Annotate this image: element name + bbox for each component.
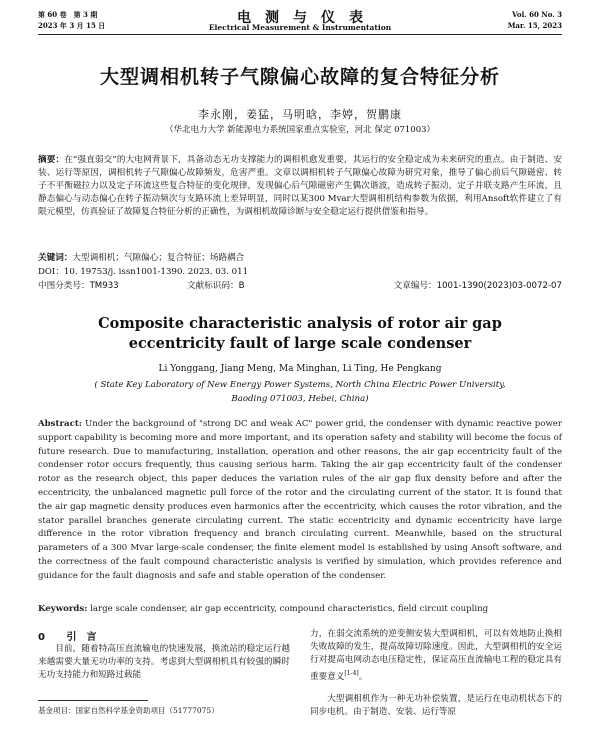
abstract-en: [38, 418, 562, 584]
page-title-cn: 大型调相机转子气隙偏心故障的复合特征分析: [99, 66, 500, 88]
footnote-rule: [38, 700, 148, 701]
section-number: 0: [38, 632, 45, 643]
affiliation-en: ( State Key Laboratory of New Energy Power Systems, North China Electric Power University, Baoding 071003, Hebei, China): [94, 380, 506, 404]
journal-name-en: Electrical Measurement & Instrumentation: [208, 23, 392, 32]
classification-row: [38, 280, 562, 293]
publication-date-en: Mar. 15, 2023: [507, 21, 562, 30]
keywords-en-text: large scale condenser, air gap eccentricity, compound characteristics, field circuit coupling: [87, 604, 489, 614]
section-heading: [38, 628, 96, 643]
volume-issue: 第 60 卷 第 3 期: [38, 10, 98, 19]
abstract-en-text: Under the background of "strong DC and weak AC" power grid, the condenser with dynamic reactive power support capability is becoming more and more important, and its operation safety and stability will become the focus of future research. Due to manufacturing, installation, operation and other reasons, the air gap eccentricity fault of the condenser rotor occurs frequently, thus causing serious harm. Taking the air gap eccentricity fault of the condenser rotor as the research object, this paper deduces the variation rules of the air gap flux density before and after the eccentricity, the unbalanced magnetic pull force of the rotor and the circulating current of the stator. It is found that the air gap magnetic density produces even harmonics after the eccentricity, which causes the rotor vibration, and the stator parallel branches generate circulating current. The static eccentricity and dynamic eccentricity have large difference in the rotor vibration frequency and branch circulating current. Meanwhile, based on the structural parameters of a 300 Mvar large-scale condenser, the finite element model is established by using Ansoft software, and the correctness of the fault compound characteristic analysis is verified by simulation, which provides reference and guidance for the fault diagnosis and safe and stable operation of the condenser.: [38, 419, 562, 581]
publication-date-cn: 2023 年 3 月 15 日: [38, 21, 106, 30]
authors-en: Li Yonggang, Jiang Meng, Ma Minghan, Li Ting, He Pengkang: [158, 364, 442, 374]
affiliation-cn: （华北电力大学 新能源电力系统国家重点实验室，河北 保定 071003）: [164, 125, 436, 135]
article-number: 文章编号：1001-1390(2023)03-0072-07: [393, 281, 562, 291]
abstract-cn-label: 摘要：: [38, 155, 65, 165]
abstract-cn-text: 在“强直弱交”的大电网背景下，具备动态无功支撑能力的调相机愈发重要，其运行的安全稳定成为未来研究的重点。由于制造、安装、运行等原因，调相机转子气隙偏心故障频发，危害严重。文章以调相机转子气隙偏心故障为研究对象，推导了偏心前后气隙磁密、转子不平衡磁拉力以及定子环流这些复合特征的变化规律，发现偏心后气隙磁密产生偶次谐波，造成转子振动，定子并联支路产生环流，且静态偏心与动态偏心在转子振动频次与支路环流上差异明显，同时以某300 Mvar大型调相机结构参数为依据，利用Ansoft软件建立了有限元模型，仿真验证了故障复合特征分析的正确性，为调相机故障诊断与安全稳定运行提供借鉴和指导。: [38, 155, 562, 217]
keywords-en: [38, 603, 562, 617]
intro-paragraph-right-2: 大型调相机作为一种无功补偿装置，是运行在电动机状态下的同步电机。由于制造、安装、运行等原: [310, 694, 562, 717]
doi: DOI：10. 19753/j. issn1001-1390. 2023. 03. 011: [38, 267, 249, 277]
keywords-cn-text: 大型调相机；气隙偏心；复合特征；场路耦合: [72, 253, 245, 263]
intro-right-tail: 。: [358, 671, 368, 682]
keywords-cn: [38, 252, 562, 265]
abstract-cn: [38, 154, 562, 219]
clc-number: 中图分类号：TM933: [38, 281, 119, 291]
journal-name-cn: 电 测 与 仪 表: [237, 10, 363, 26]
header-rule: [38, 34, 562, 35]
intro-paragraph-left: 目前，随着特高压直流输电的快速发展，换流站的稳定运行越来越需要大量无功功率的支持。考虑到大型调相机具有较强的瞬时无功支持能力和短路过载能: [38, 644, 290, 680]
intro-right-text: 力，在弱交流系统的逆变侧安装大型调相机，可以有效地防止换相失败故障的发生，提高故障切除速度。因此，大型调相机的安全运行对提高电网动态电压稳定性，保证高压直流输电工程的稳定具有重要意义: [310, 629, 562, 682]
keywords-en-label: Keywords:: [38, 604, 88, 614]
page-title-en: Composite characteristic analysis of rotor air gap eccentricity fault of large scale condenser: [98, 315, 502, 352]
document-code: 文献标识码：B: [187, 281, 245, 291]
volume-issue-en: Vol. 60 No. 3: [512, 10, 562, 19]
section-title: 引 言: [66, 632, 97, 643]
keywords-cn-label: 关键词：: [38, 253, 73, 263]
citation-ref: [1-4]: [344, 670, 359, 677]
abstract-en-label: Abstract:: [38, 419, 82, 429]
funding-footnote: 基金项目：国家自然科学基金资助项目（51777075）: [38, 706, 219, 715]
intro-paragraph-right-1: [310, 628, 562, 684]
authors-cn: 李永刚，姜猛，马明晗，李婷，贺鹏康: [198, 108, 402, 121]
